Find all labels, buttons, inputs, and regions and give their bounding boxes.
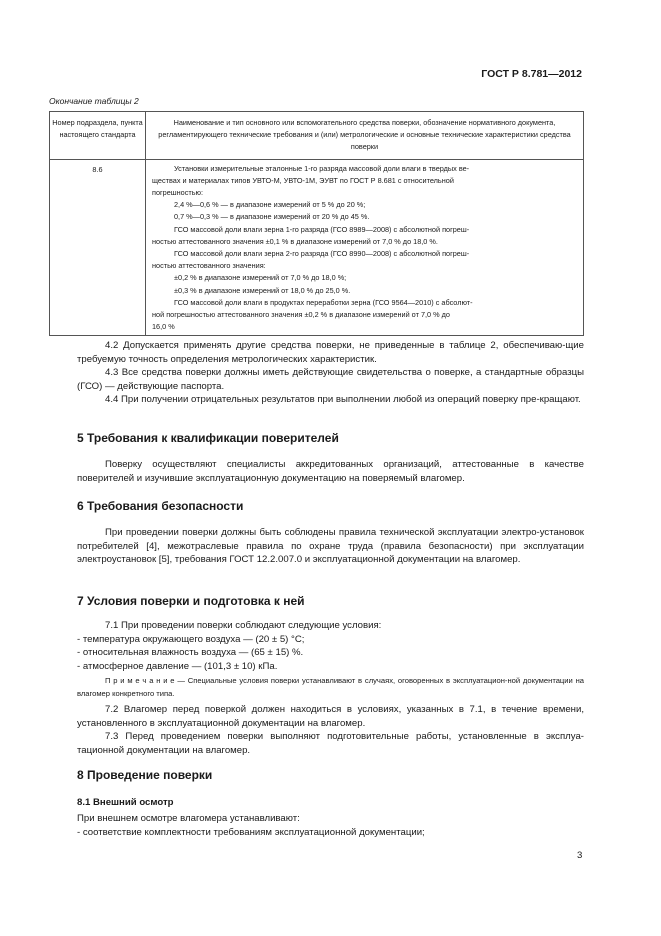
desc-line: ±0,3 % в диапазоне измерений от 18,0 % до 25,0 %. bbox=[174, 285, 351, 295]
list-item: - температура окружающего воздуха — (20 ± 5) °С; bbox=[77, 633, 305, 645]
section-7-heading: 7 Условия поверки и подготовка к ней bbox=[77, 594, 305, 608]
paragraph-4-4: 4.4 При получении отрицательных результатов при выполнении любой из операций поверку пре-кращают. bbox=[105, 394, 581, 406]
desc-line: ±0,2 % в диапазоне измерений от 7,0 % до 18,0 %; bbox=[174, 273, 347, 283]
table-caption: Окончание таблицы 2 bbox=[49, 96, 139, 106]
desc-line: погрешностью: bbox=[152, 188, 204, 198]
paragraph-7-1: 7.1 При проведении поверки соблюдают следующие условия: bbox=[105, 620, 382, 631]
section-6-body bbox=[77, 526, 584, 567]
table-header-row bbox=[50, 112, 584, 160]
desc-line: ностью аттестованного значения: bbox=[152, 261, 266, 271]
desc-line: Установки измерительные эталонные 1-го разряда массовой доли влаги в твердых ве- bbox=[174, 163, 470, 173]
section-5-heading: 5 Требования к квалификации поверителей bbox=[77, 431, 339, 445]
page-number: 3 bbox=[577, 850, 583, 861]
section-8-heading: 8 Проведение поверки bbox=[77, 768, 213, 782]
section-6-heading: 6 Требования безопасности bbox=[77, 499, 244, 513]
section-7-conditions bbox=[77, 619, 584, 673]
row-number-cell: 8.6 bbox=[50, 159, 146, 336]
subsection-8-1-heading: 8.1 Внешний осмотр bbox=[77, 797, 174, 808]
desc-line: ностью аттестованного значения ±0,1 % в диапазоне измерений от 7,0 % до 18,0 %. bbox=[152, 236, 438, 246]
paragraph-4-3: 4.3 Все средства поверки должны иметь действующие свидетельства о поверке, а стандартные образцы (ГСО) — действующие паспорта. bbox=[77, 367, 584, 392]
desc-line: 2,4 %—0,6 % — в диапазоне измерений от 5 % до 20 %; bbox=[174, 200, 366, 210]
list-item: - относительная влажность воздуха — (65 ± 15) %. bbox=[77, 647, 304, 659]
column-header-equipment: Наименование и тип основного или вспомогательного средства поверки, обозначение нормативного документа, регламентирующего технические требования и (или) метрологические и основные технические характеристики средства поверки bbox=[146, 112, 584, 160]
section-4-paragraphs bbox=[77, 339, 584, 407]
paragraph-4-2: 4.2 Допускается применять другие средства поверки, не приведенные в таблице 2, обеспечиваю-щие требуемую точность определения метрологических характеристик. bbox=[77, 340, 584, 365]
desc-line: ществах и материалах типов УВТО-М, УВТО-1М, ЭУВТ по ГОСТ Р 8.681 с относительной bbox=[152, 175, 454, 185]
row-description-cell bbox=[146, 159, 584, 336]
list-item: - атмосферное давление — (101,3 ± 10) кПа. bbox=[77, 660, 278, 672]
desc-line: ной погрешностью аттестованного значения ±0,2 % в диапазоне измерений от 7,0 % до bbox=[152, 310, 450, 320]
column-header-section: Номер подраздела, пункта настоящего стандарта bbox=[50, 112, 146, 160]
desc-line: 0,7 %—0,3 % — в диапазоне измерений от 20 % до 45 %. bbox=[174, 212, 370, 222]
paragraph-8-1: При внешнем осмотре влагомера устанавливают: bbox=[77, 813, 300, 824]
desc-line: 16,0 % bbox=[152, 322, 175, 332]
section-5-body bbox=[77, 458, 584, 485]
paragraph-7-3: 7.3 Перед проведением поверки выполняют подготовительные работы, установленные в эксплуа-тационной документации на влагомер. bbox=[77, 731, 584, 756]
equipment-table bbox=[49, 111, 584, 336]
section-8-body bbox=[77, 812, 584, 839]
table-row bbox=[50, 159, 584, 336]
section-7-paragraphs bbox=[77, 703, 584, 757]
desc-line: ГСО массовой доли влаги в продуктах переработки зерна (ГСО 9564—2010) с абсолют- bbox=[174, 297, 473, 307]
desc-line: ГСО массовой доли влаги зерна 1-го разряда (ГСО 8989—2008) с абсолютной погреш- bbox=[174, 224, 470, 234]
paragraph-7-2: 7.2 Влагомер перед поверкой должен находиться в условиях, указанных в 7.1, в течение времени, установленного в эксплуатационной документации на влагомер. bbox=[77, 704, 584, 729]
list-item: - соответствие комплектности требованиям эксплуатационной документации; bbox=[77, 826, 425, 838]
paragraph-5: Поверку осуществляют специалисты аккредитованных организаций, аттестованные в качестве поверителей и изучившие эксплуатационную документацию на поверяемый влагомер. bbox=[77, 459, 584, 484]
standard-code-header: ГОСТ Р 8.781—2012 bbox=[481, 68, 582, 80]
desc-line: ГСО массовой доли влаги зерна 2-го разряда (ГСО 8990—2008) с абсолютной погреш- bbox=[174, 249, 470, 259]
paragraph-6: При проведении поверки должны быть соблюдены правила технической эксплуатации электро-установок потребителей [4], межотраслевые правила по охране труда (правила безопасности) при эксплуатации электроустановок [5], требования ГОСТ 12.2.007.0 и эксплуатационной документации на влагомер. bbox=[77, 527, 584, 566]
note-text: П р и м е ч а н и е — Специальные условия поверки устанавливают в случаях, оговоренных в эксплуатацион-ной документации на влагомер конкретного типа. bbox=[77, 676, 584, 698]
